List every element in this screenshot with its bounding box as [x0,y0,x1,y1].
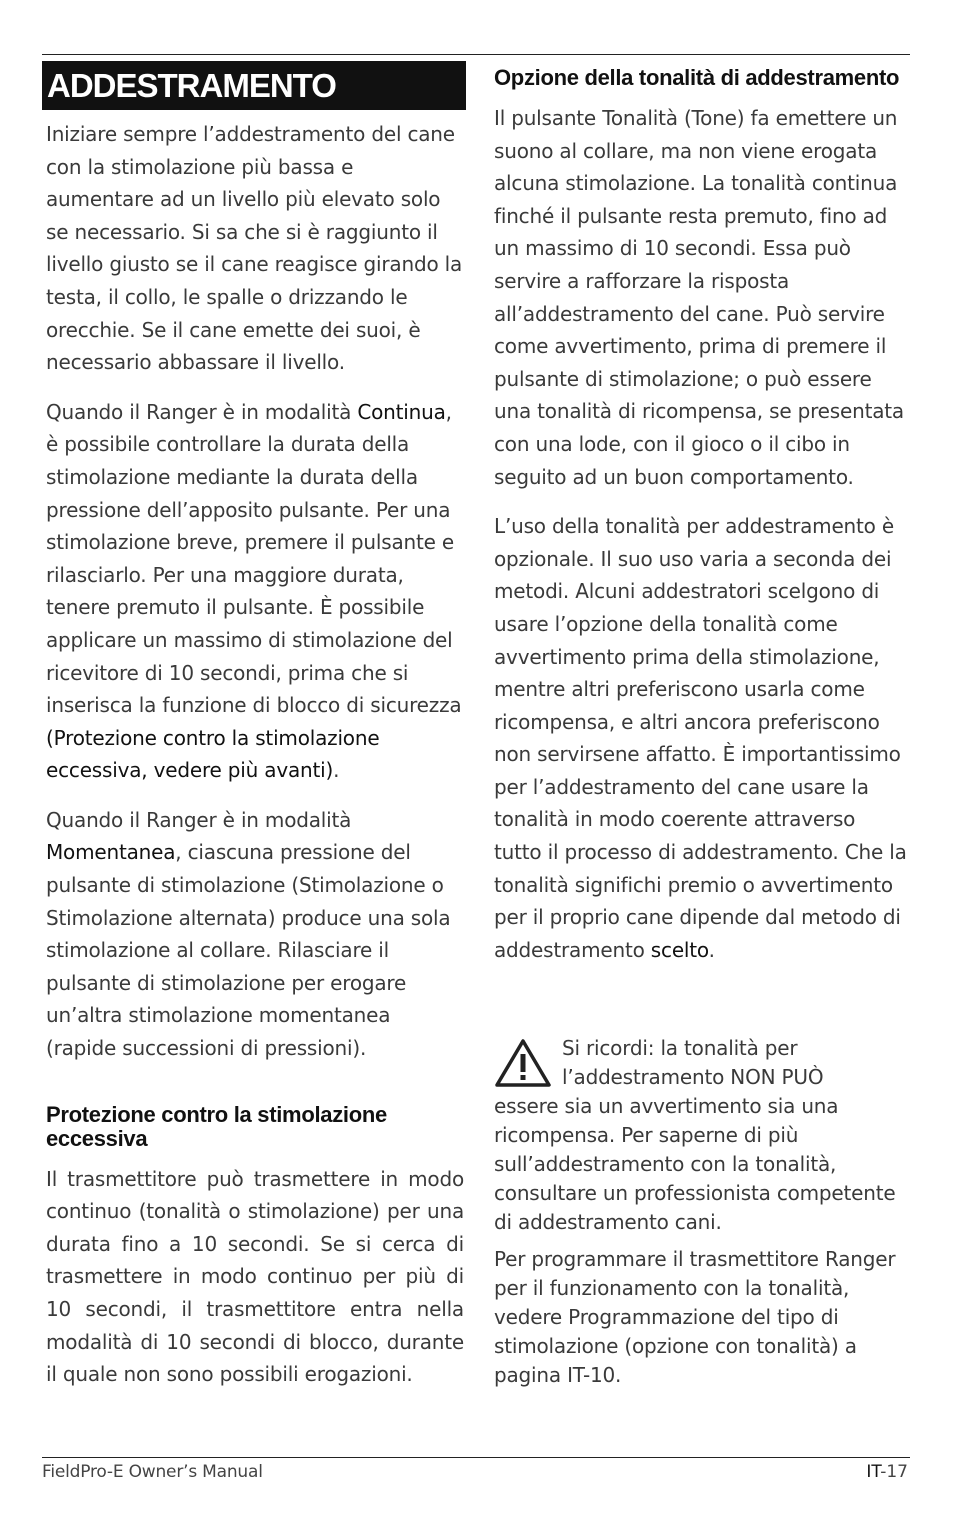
text-run: . [333,758,340,783]
left-paragraph-2 [46,396,464,787]
page-suffix: -17 [880,1462,908,1482]
text-run: L’uso della tonalità per addestramento è opzionale. Il suo uso varia a seconda dei metodi. Alcuni addestratori scelgono di usare l’opzione della tonalità come avvertimento prima della stimolazione, mentre altri preferiscono usarla come ricompensa, e altri ancora preferiscono non servirsene affatto. È importantissimo per l’addestramento del cane usare la tonalità in modo coerente attraverso tutto il processo di addestramento. Che la tonalità significhi premio o avvertimento per il proprio cane dipende dal metodo di addestramento [494,514,907,962]
text-run: Quando il Ranger è in modalità [46,399,358,424]
text-run: , ciascuna pressione del pulsante di stimolazione (Stimolazione o Stimolazione alternata) produce una sola stimolazione al collare. Rilasciare il pulsante di stimolazione per erogare un’altra stimolazione momentanea (rapide successioni di pressioni). [46,840,451,1061]
right-column [494,66,908,966]
left-paragraph-4: Il trasmettitore può trasmettere in modo continuo (tonalità o stimolazione) per una durata fino a 10 secondi. Se si cerca di trasmettere in modo continuo per più di 10 secondi, il trasmettitore entra nella modalità di 10 secondi di blocco, durante il quale non sono possibili erogazioni. [46,1166,464,1387]
right-paragraph-1: Il pulsante Tonalità (Tone) fa emettere un suono al collare, ma non viene erogata alcuna stimolazione. La tonalità continua finché il pulsante resta premuto, fino ad un massimo di 10 secondi. Essa può servire a rafforzare la risposta all’addestramento del cane. Può servire come avvertimento, prima di premere il pulsante di stimolazione; o può essere una tonalità di ricompensa, se presentata con una lode, con il gioco o il cibo in seguito ad un buon comportamento. [494,106,904,489]
footer-page-number [866,1462,908,1482]
page-prefix: IT [866,1462,881,1482]
warning-note [494,1034,908,1390]
text-run: . [708,937,715,962]
highlight-scelto: scelto [650,937,709,962]
highlight-momentanea: Momentanea [46,840,176,865]
right-paragraph-2 [494,510,908,966]
highlight-continua: Continua [357,399,446,424]
left-column [46,62,464,1391]
text-run: , è possibile controllare la durata della stimolazione mediante la durata della pressione dell’apposito pulsante. Per una stimolazione breve, premere il pulsante e rilasciarlo. Per una maggiore durata, tenere premuto il pulsante. È possibile applicare un massimo di stimolazione del ricevitore di 10 secondi, prima che si inserisca la funzione di blocco di sicurezza [46,399,462,718]
top-rule [42,54,910,55]
heading-tone-option: Opzione della tonalità di addestramento [494,65,900,90]
left-paragraph-3 [46,804,464,1065]
text-run: Quando il Ranger è in modalità [46,807,352,832]
footer-manual-title: FieldPro-E Owner’s Manual [42,1462,263,1482]
bottom-rule [42,1457,910,1458]
heading-overstimulation: Protezione contro la stimolazione eccessiva [46,1101,387,1151]
warning-line-1: Si ricordi: la tonalità per [562,1036,798,1060]
warning-line-2: l’addestramento NON PUÒ [562,1065,824,1089]
warning-rest: essere sia un avvertimento sia una ricompensa. Per saperne di più sull’addestramento con la tonalità, consultare un professionista competente di addestramento cani. [494,1094,896,1234]
warning-triangle-icon [494,1038,552,1088]
highlight-protection-ref: (Protezione contro la stimolazione eccessiva, vedere più avanti) [46,725,380,783]
left-paragraph-1: Iniziare sempre l’addestramento del cane con la stimolazione più bassa e aumentare ad un livello più elevato solo se necessario. Si sa che si è raggiunto il livello giusto se il cane reagisce girando la testa, il collo, le spalle o drizzando le orecchie. Se il cane emette dei suoi, è necessario abbassare il livello. [46,122,463,375]
section-title: ADDESTRAMENTO [42,61,466,110]
right-paragraph-3: Per programmare il trasmettitore Ranger per il funzionamento con la tonalità, vedere Programmazione del tipo di stimolazione (opzione con tonalità) a pagina IT-10. [494,1247,896,1387]
